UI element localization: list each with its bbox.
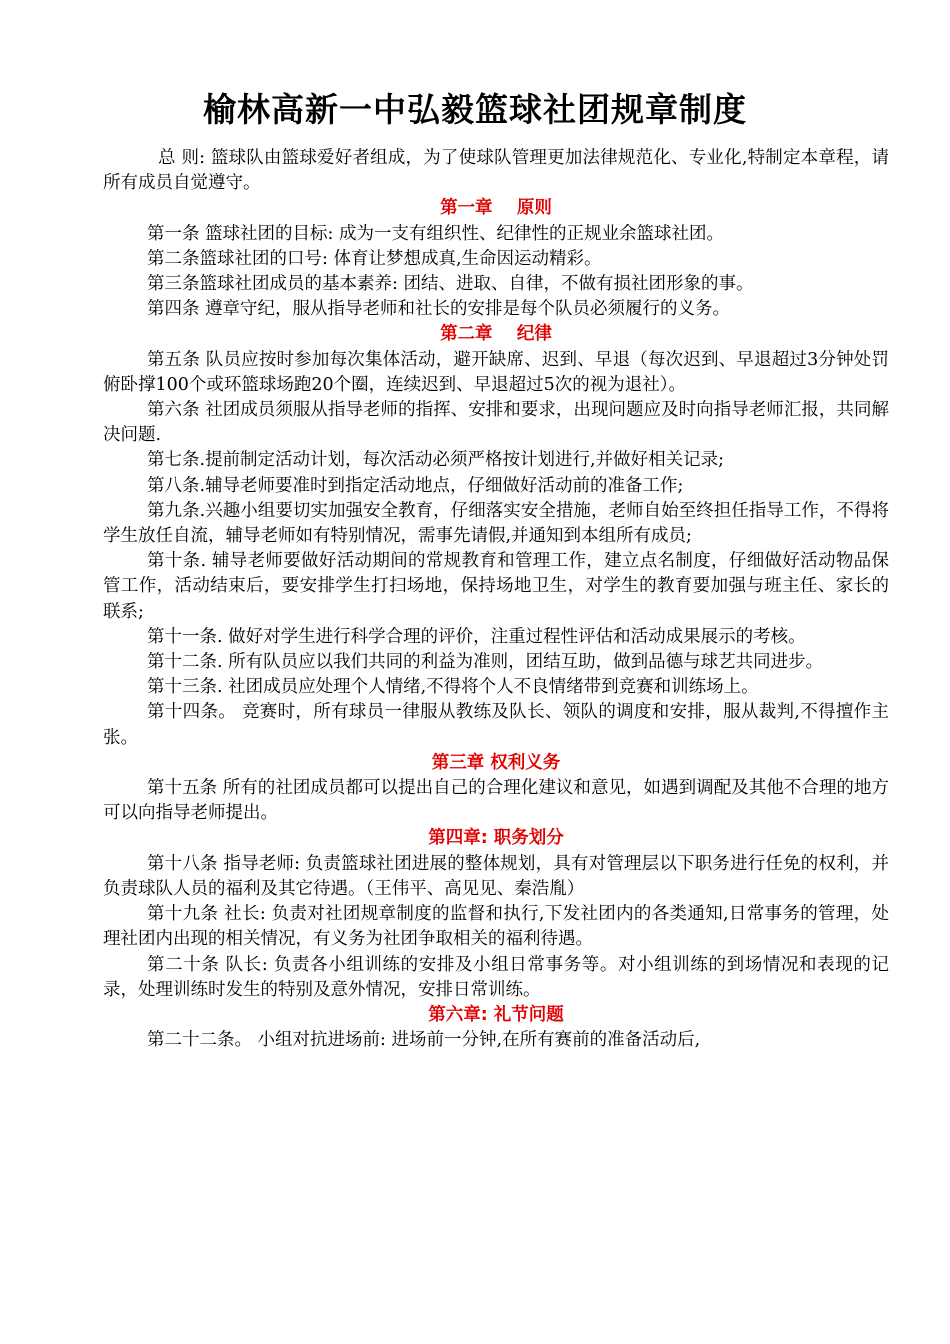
article-12: 第十二条. 所有队员应以我们共同的利益为准则，团结互助，做到品德与球艺共同进步。 [147, 652, 824, 673]
article-22: 第二十二条。 小组对抗进场前: 进场前一分钟,在所有赛前的准备活动后, [147, 1030, 701, 1051]
article-4: 第四条 遵章守纪，服从指导老师和社长的安排是每个队员必须履行的义务。 [147, 299, 731, 320]
article-6: 第六条 社团成员须服从指导老师的指挥、安排和要求，出现问题应及时向指导老师汇报，共同解决问题. [103, 400, 889, 446]
article-15: 第十五条 所有的社团成员都可以提出自己的合理化建议和意见，如遇到调配及其他不合理的地方可以向指导老师提出。 [103, 778, 889, 824]
article-19: 第十九条 社长: 负责对社团规章制度的监督和执行,下发社团内的各类通知,日常事务的管理，处理社团内出现的相关情况，有义务为社团争取相关的福利待遇。 [103, 904, 889, 950]
article-7: 第七条.提前制定活动计划，每次活动必须严格按计划进行,并做好相关记录; [147, 450, 725, 471]
chapter-6-heading: 第六章: 礼节问题 [428, 1004, 564, 1025]
article-5: 第五条 队员应按时参加每次集体活动，避开缺席、迟到、早退（每次迟到、早退超过3分钟处罚俯卧撑100个或环篮球场跑20个圈，连续迟到、早退超过5次的视为退社）。 [103, 349, 889, 395]
article-8: 第八条.辅导老师要准时到指定活动地点，仔细做好活动前的准备工作; [147, 475, 684, 496]
article-14: 第十四条。 竞赛时，所有球员一律服从教练及队长、领队的调度和安排，服从裁判,不得擅作主张。 [103, 702, 889, 748]
article-11: 第十一条. 做好对学生进行科学合理的评价，注重过程性评估和活动成果展示的考核。 [147, 626, 806, 647]
article-20: 第二十条 队长: 负责各小组训练的安排及小组日常事务等。对小组训练的到场情况和表现的记录，处理训练时发生的特别及意外情况，安排日常训练。 [103, 954, 889, 1000]
article-10: 第十条. 辅导老师要做好活动期间的常规教育和管理工作，建立点名制度，仔细做好活动物品保管工作，活动结束后，要安排学生打扫场地，保持场地卫生，对学生的教育要加强与班主任、家长的联系; [103, 551, 889, 622]
chapter-2-heading: 第二章 纪律 [440, 324, 552, 345]
article-9: 第九条.兴趣小组要切实加强安全教育，仔细落实安全措施，老师自始至终担任指导工作，不得将学生放任自流，辅导老师如有特别情况，需事先请假,并通知到本组所有成员; [103, 500, 889, 547]
article-2: 第二条篮球社团的口号: 体育让梦想成真,生命因运动精彩。 [147, 248, 602, 269]
article-18: 第十八条 指导老师: 负责篮球社团进展的整体规划，具有对管理层以下职务进行任免的权利，并负责球队人员的福利及其它待遇。（王伟平、高见见、秦浩胤） [103, 853, 889, 899]
intro-paragraph: 总 则: 篮球队由篮球爱好者组成，为了使球队管理更加法律规范化、专业化,特制定本章程，请所有成员自觉遵守。 [103, 148, 889, 194]
article-3: 第三条篮球社团成员的基本素养: 团结、进取、自律，不做有损社团形象的事。 [147, 274, 754, 295]
chapter-1-heading: 第一章 原则 [440, 198, 552, 219]
chapter-4-heading: 第四章: 职务划分 [428, 828, 564, 849]
document-title: 榆林高新一中弘毅篮球社团规章制度 [203, 90, 747, 129]
article-13: 第十三条. 社团成员应处理个人情绪,不得将个人不良情绪带到竞赛和训练场上。 [147, 677, 759, 698]
article-1: 第一条 篮球社团的目标: 成为一支有组织性、纪律性的正规业余篮球社团。 [147, 223, 725, 244]
chapter-3-heading: 第三章 权利义务 [431, 752, 561, 773]
document-body [103, 146, 889, 1053]
